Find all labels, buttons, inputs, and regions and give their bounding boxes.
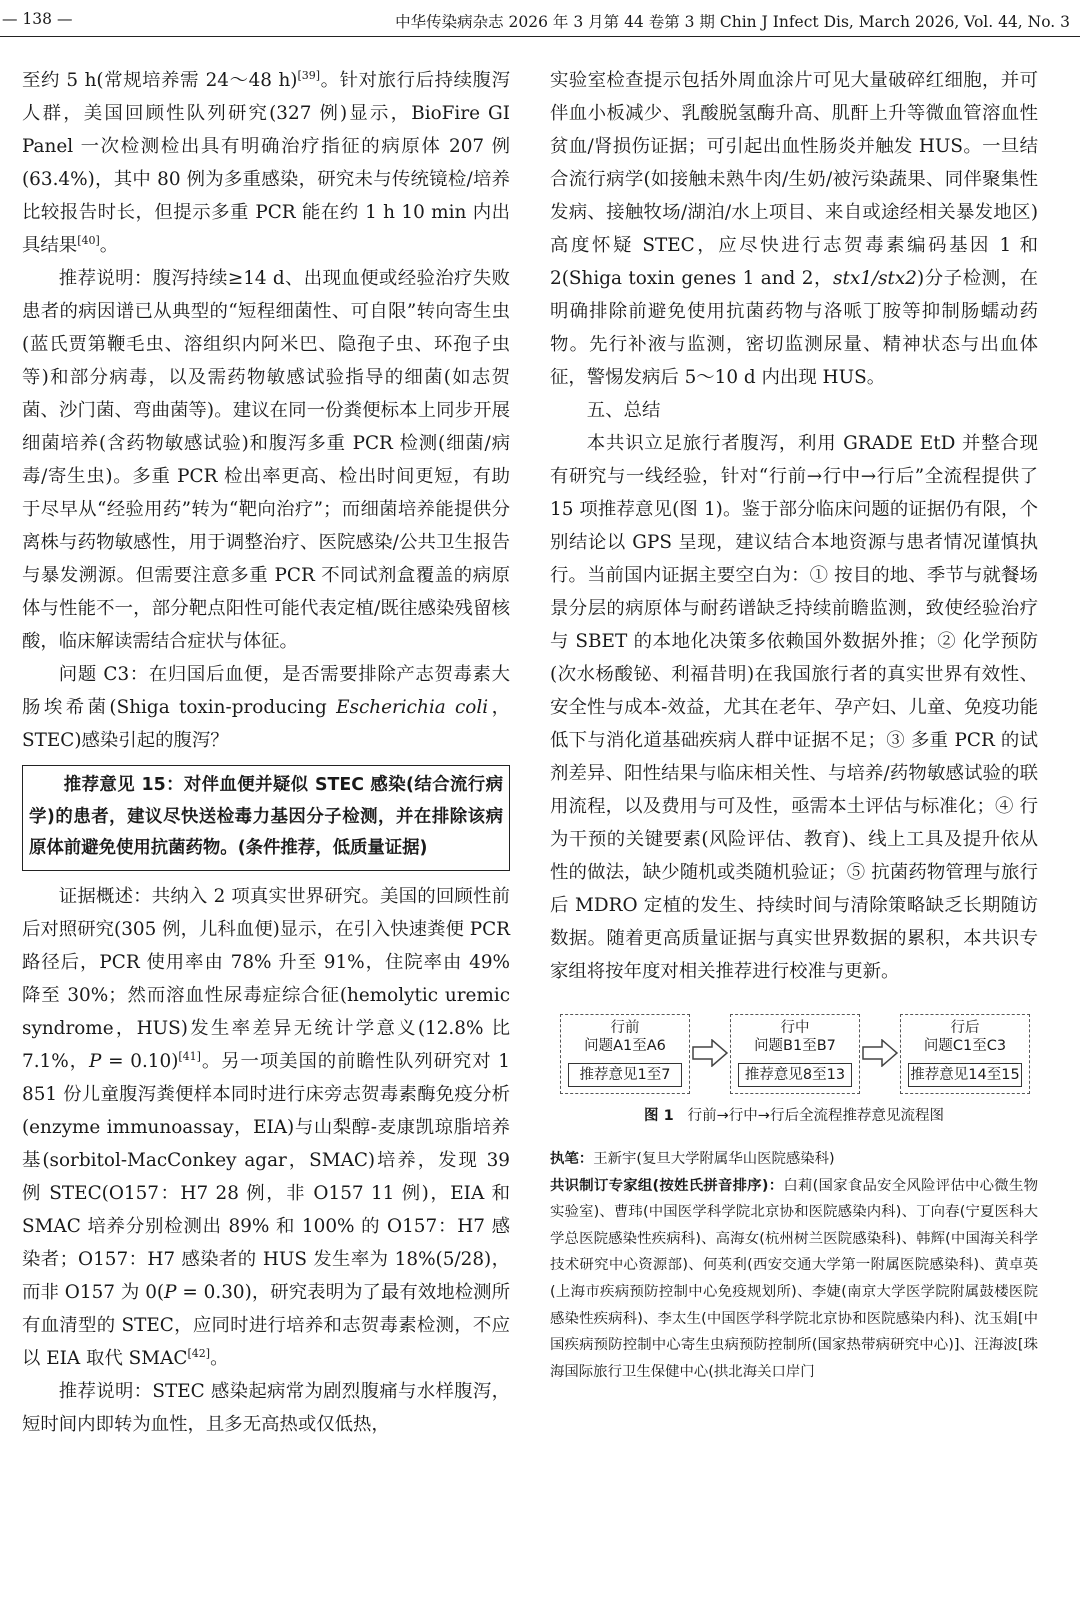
running-header (0, 0, 1080, 38)
figure-caption (550, 1104, 1038, 1125)
right-arrow-icon (862, 1039, 898, 1067)
question-c3: 问题 C3：在归国后血便，是否需要排除产志贺毒素大肠埃希菌(Shiga toxin-producing Escherichia coli，STEC)感染引起的腹泻？ (22, 664, 510, 751)
paragraph-recommendation-note: 推荐说明：STEC 感染起病常为剧烈腹痛与水样腹泻，短时间内即转为血性，且多无高热或仅低热， (22, 1380, 510, 1435)
flow-questions: 问题A1至A6 (584, 1038, 666, 1054)
left-column (22, 64, 510, 1441)
flow-stage-label: 行前 (610, 1020, 640, 1036)
paragraph-continued: 实验室检查提示包括外周血涂片可见大量破碎红细胞，并可伴血小板减少、乳酸脱氢酶升高、肌酐上升等微血管溶血性贫血/肾损伤证据；可引起出血性肠炎并触发 HUS。一旦结合流行病学(如接触未熟牛肉/生奶/被污染蔬果、同伴聚集性发病、接触牧场/湖泊/水上项目、来自或途经相关暴发地区)高度怀疑 STEC，应尽快进行志贺毒素编码基因 1 和 2(Shiga toxin genes 1 and 2，stx1/stx2)分子检测，在明确排除前避免使用抗菌药物与洛哌丁胺等抑制肠蠕动药物。先行补液与监测，密切监测尿量、精神状态与出血体征，警惕发病后 5～10 d 内出现 HUS。 (550, 70, 1039, 388)
expert-panel-label: 共识制订专家组(按姓氏拼音排序)： (550, 1177, 784, 1194)
paragraph-evidence-summary: 证据概述：共纳入 2 项真实世界研究。美国的回顾性前后对照研究(305 例，儿科血便)显示，在引入快速粪便 PCR 路径后，PCR 使用率由 78% 升至 91%，住院率由 49% 降至 30%；然而溶血性尿毒症综合征(hemolytic uremic syndrome，HUS)发生率差异无统计学意义(12.8% 比 7.1%，P = 0.10)[41]。另一项美国的前瞻性队列研究对 1 851 份儿童腹泻粪便样本同时进行床旁志贺毒素酶免疫分析(enzyme immunoassay，EIA)与山梨醇-麦康凯琼脂培养基(sorbitol-MacConkey agar，SMAC)培养，发现 39 例 STEC(O157：H7 28 例，非 O157 11 例)，EIA 和 SMAC 培养分别检测出 89% 和 100% 的 O157：H7 感染者；O157：H7 感染者的 HUS 发生率为 18%(5/28)，而非 O157 为 0(P = 0.30)，研究表明为了最有效地检测所有血清型的 STEC，应同时进行培养和志贺毒素检测，不应以 EIA 取代 SMAC[42]。 (22, 885, 511, 1369)
flow-recommendations: 推荐意见14至15 (908, 1063, 1022, 1087)
expert-panel-text: 白莉(国家食品安全风险评估中心微生物实验室)、曹玮(中国医学科学院北京协和医院感染内科)、丁向春(宁夏医科大学总医院感染性疾病科)、高海女(杭州树兰医院感染科)、韩辉(中国海关科学技术研究中心资源部)、何英利(西安交通大学第一附属医院感染科)、黄卓英(上海市疾病预防控制中心免疫规划所)、李婕(南京大学医学院附属鼓楼医院感染性疾病科)、李太生(中国医学科学院北京协和医院感染内科)、沈玉娟[中国疾病预防控制中心寄生虫病预防控制所(国家热带病研究中心)]、汪海波[珠海国际旅行卫生保健中心(拱北海关口岸门 (550, 1177, 1038, 1380)
author-label: 执笔： (550, 1151, 594, 1167)
author-line (550, 1146, 1038, 1173)
citation-ref[interactable]: [39] (297, 68, 321, 82)
author-text: 王新宇(复旦大学附属华山医院感染科) (593, 1151, 835, 1167)
figure-label: 图 1 (644, 1108, 674, 1124)
header-rule (0, 36, 1080, 37)
section-heading-summary: 五、总结 (586, 400, 661, 421)
citation-ref[interactable]: [40] (77, 233, 100, 247)
citation-ref[interactable]: [41] (178, 1049, 201, 1063)
right-arrow-icon (692, 1039, 728, 1067)
flow-recommendations: 推荐意见1至7 (568, 1063, 682, 1087)
credits (550, 1146, 1038, 1385)
paragraph-recommendation-note: 推荐说明：腹泻持续≥14 d、出现血便或经验治疗失败患者的病因谱已从典型的“短程细菌性、可自限”转向寄生虫(蓝氏贾第鞭毛虫、溶组织内阿米巴、隐孢子虫、环孢子虫等)和部分病毒，以及需药物敏感试验指导的细菌(如志贺菌、沙门菌、弯曲菌等)。建议在同一份粪便标本上同步开展细菌培养(含药物敏感试验)和腹泻多重 PCR 检测(细菌/病毒/寄生虫)。多重 PCR 检出率更高、检出时间更短，有助于尽早从“经验用药”转为“靶向治疗”；而细菌培养能提供分离株与药物敏感性，用于调整治疗、医院感染/公共卫生报告与暴发溯源。但需要注意多重 PCR 不同试剂盒覆盖的病原体与性能不一，部分靶点阳性可能代表定植/既往感染残留核酸，临床解读需结合症状与体征。 (22, 268, 510, 652)
right-column (550, 64, 1038, 1385)
flow-questions: 问题C1至C3 (923, 1038, 1007, 1054)
flow-recommendations: 推荐意见8至13 (738, 1063, 852, 1087)
citation-ref[interactable]: [42] (187, 1346, 211, 1360)
recommendation-15-box: 推荐意见 15：对伴血便并疑似 STEC 感染(结合流行病学)的患者，建议尽快送检毒力基因分子检测，并在排除该病原体前避免使用抗菌药物。(条件推荐，低质量证据) (22, 765, 510, 871)
paragraph-summary: 本共识立足旅行者腹泻，利用 GRADE EtD 并整合现有研究与一线经验，针对“行前→行中→行后”全流程提供了 15 项推荐意见(图 1)。鉴于部分临床问题的证据仍有限，个别结论以 GPS 呈现，建议结合本地资源与患者情况谨慎执行。当前国内证据主要空白为：① 按目的地、季节与就餐场景分层的病原体与耐药谱缺乏持续前瞻监测，致使经验治疗与 SBET 的本地化决策多依赖国外数据外推；② 化学预防(次水杨酸铋、利福昔明)在我国旅行者的真实世界有效性、安全性与成本-效益，尤其在老年、孕产妇、儿童、免疫功能低下与消化道基础疾病人群中证据不足；③ 多重 PCR 的试剂差异、阳性结果与临床相关性、与培养/药物敏感试验的联用流程，以及费用与可及性，亟需本土评估与标准化；④ 行为干预的关键要素(风险评估、教育)、线上工具及提升依从性的做法，缺少随机或类随机验证；⑤ 抗菌药物管理与旅行后 MDRO 定植的发生、持续时间与清除策略缺乏长期随访数据。随着更高质量证据与真实世界数据的累积，本共识专家组将按年度对相关推荐进行校准与更新。 (550, 433, 1038, 982)
flow-box-during-travel (730, 1014, 860, 1094)
flow-stage-label: 行中 (780, 1020, 810, 1036)
expert-panel (550, 1173, 1038, 1386)
figure-1 (550, 1014, 1038, 1138)
paragraph-continued: 至约 5 h(常规培养需 24～48 h)[39]。针对旅行后持续腹泻人群，美国回顾性队列研究(327 例)显示，BioFire GI Panel 一次检测检出具有明确治疗指征的病原体 207 例(63.4%)，其中 80 例为多重感染，研究未与传统镜检/培养比较报告时长，但提示多重 PCR 能在约 1 h 10 min 内出具结果[40]。 (22, 68, 510, 256)
flow-box-post-travel (900, 1014, 1030, 1094)
flow-box-pre-travel (560, 1014, 690, 1094)
flow-stage-label: 行后 (950, 1020, 980, 1036)
figure-caption-text: 行前→行中→行后全流程推荐意见流程图 (687, 1108, 944, 1124)
page-number: — 138 — (2, 10, 73, 28)
flow-questions: 问题B1至B7 (754, 1038, 836, 1054)
journal-citation: 中华传染病杂志 2026 年 3 月第 44 卷第 3 期 Chin J Infect Dis, March 2026, Vol. 44, No. 3 (395, 13, 1070, 31)
